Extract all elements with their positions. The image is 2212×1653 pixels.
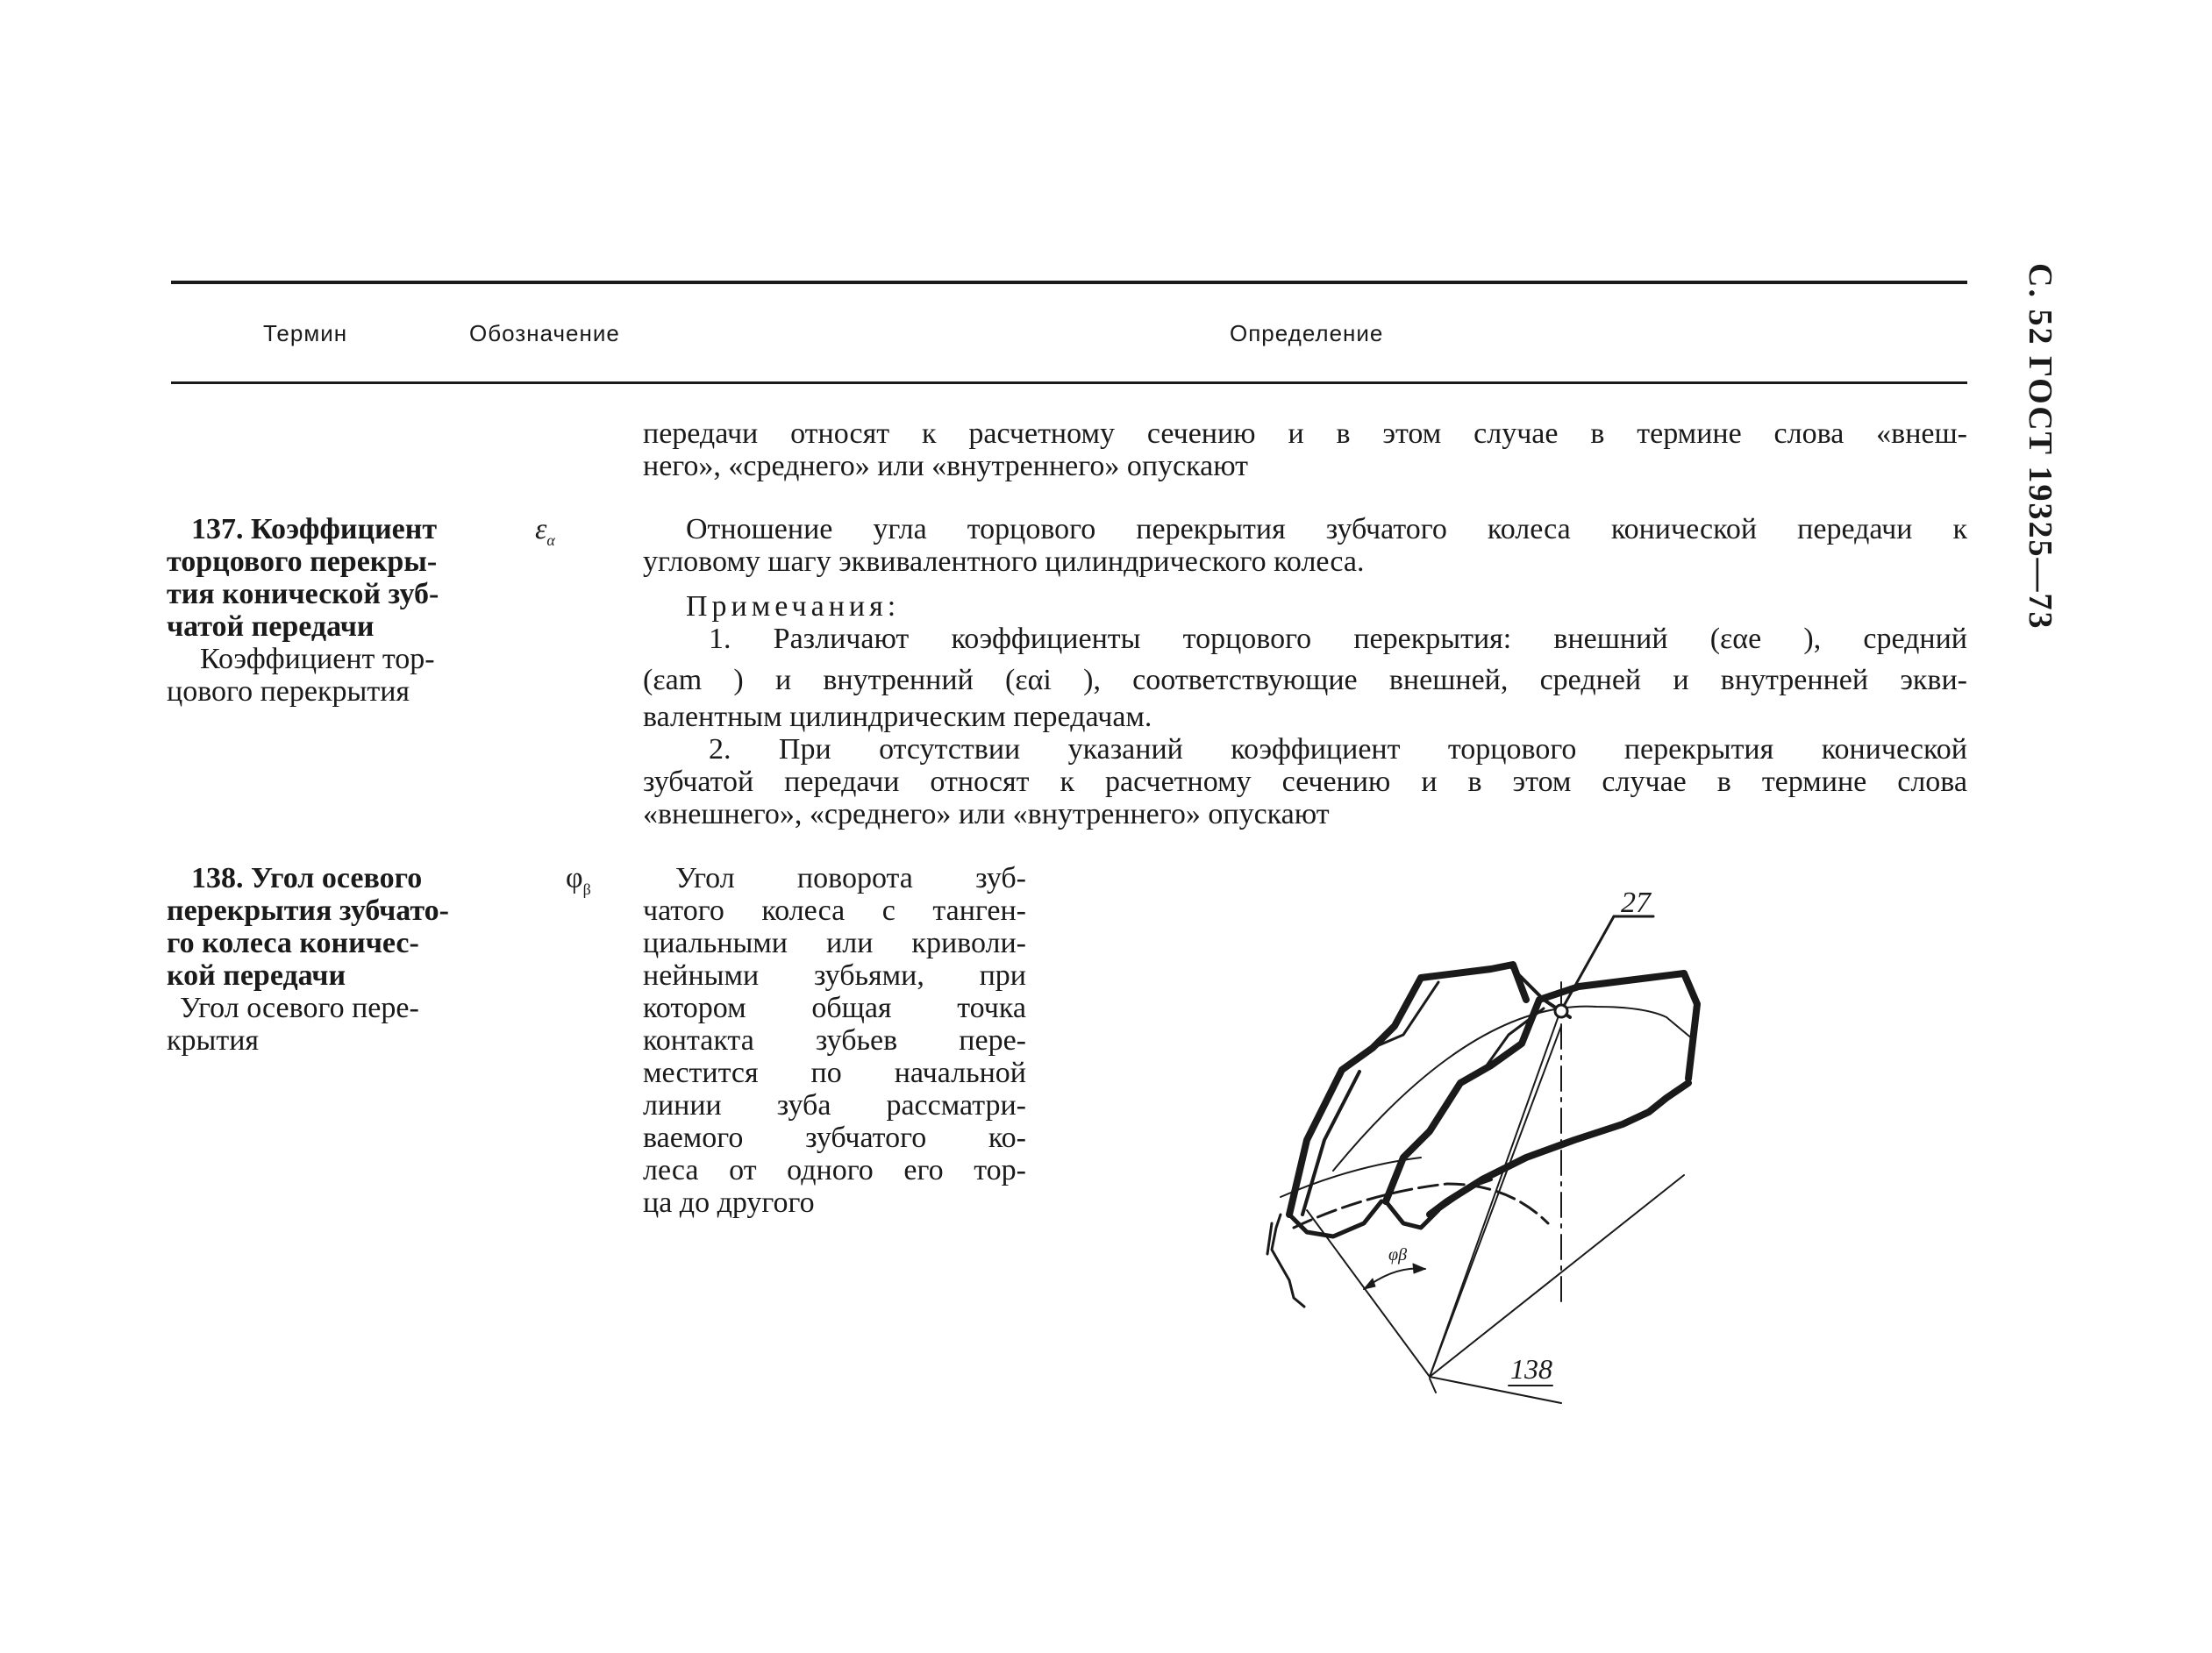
figure-angle-label: φβ	[1388, 1245, 1408, 1265]
short-term-line: Угол осевого пере-	[180, 992, 419, 1024]
def-137-line-1: Отношение угла торцового перекрытия зубчатого колеса конической передачи к	[686, 513, 1967, 545]
short-term-line: цового перекрытия	[167, 675, 410, 708]
term-line: торцового перекры-	[167, 545, 438, 578]
notes-title: Примечания:	[686, 590, 901, 623]
def-line: циальными или криволи-	[643, 927, 1026, 959]
column-header-definition: Определение	[1230, 320, 1384, 346]
term-line: го колеса коничес-	[167, 927, 419, 959]
page-side-header: С. 52 ГОСТ 19325—73	[2022, 263, 2059, 631]
note-1-line-2: (εam ) и внутренний (εαi ), соответствующие внешней, средней и внутренней экви-	[643, 664, 1967, 696]
term-line: 138. Угол осевого	[191, 862, 423, 894]
note-1-line-3: валентным цилиндрическим передачам.	[643, 701, 1152, 733]
continuation-line-2: него», «среднего» или «внутреннего» опускают	[643, 450, 1249, 482]
entry-138-symbol: $\varphi_\beta$	[566, 862, 591, 898]
term-line: перекрытия зубчато-	[167, 894, 449, 927]
note-1-line-1: 1. Различают коэффициенты торцового перекрытия: внешний (εαe ), средний	[709, 623, 1967, 655]
def-line: контакта зубьев пере-	[643, 1024, 1026, 1057]
def-line: местится по начальной	[643, 1057, 1026, 1089]
note-2-line-1: 2. При отсутствии указаний коэффициент торцового перекрытия конической	[709, 733, 1967, 766]
column-header-symbol: Обозначение	[469, 320, 620, 346]
short-term-line: крытия	[167, 1024, 260, 1057]
def-line: чатого колеса с танген-	[643, 894, 1026, 927]
def-line: котором общая точка	[643, 992, 1026, 1024]
def-line: линии зуба рассматри-	[643, 1089, 1026, 1122]
def-line: нейными зубьями, при	[643, 959, 1026, 992]
def-line: ваемого зубчатого ко-	[643, 1122, 1026, 1154]
term-line: 137. Коэффициент	[191, 513, 438, 545]
note-2-line-3: «внешнего», «среднего» или «внутреннего» опускают	[643, 798, 1330, 830]
def-line: ца до другого	[643, 1186, 815, 1219]
def-line: леса от одного его тор-	[643, 1154, 1026, 1186]
continuation-line-1: передачи относят к расчетному сечению и в этом случае в термине слова «внеш-	[643, 417, 1967, 450]
figure-label-138: 138	[1510, 1353, 1552, 1385]
term-line: тия конической зуб-	[167, 578, 439, 610]
term-line: чатой передачи	[167, 610, 375, 643]
column-header-term: Термин	[263, 320, 348, 346]
def-line: Угол поворота зуб-	[675, 862, 1026, 894]
term-line: кой передачи	[167, 959, 346, 992]
figure-label-27: 27	[1621, 887, 1651, 919]
entry-137-symbol: $\varepsilon_\alpha$	[535, 513, 555, 549]
def-137-line-2: угловому шагу эквивалентного цилиндрического колеса.	[643, 545, 1365, 578]
short-term-line: Коэффициент тор-	[200, 643, 435, 675]
note-2-line-2: зубчатой передачи относят к расчетному сечению и в этом случае в термине слова	[643, 766, 1967, 798]
